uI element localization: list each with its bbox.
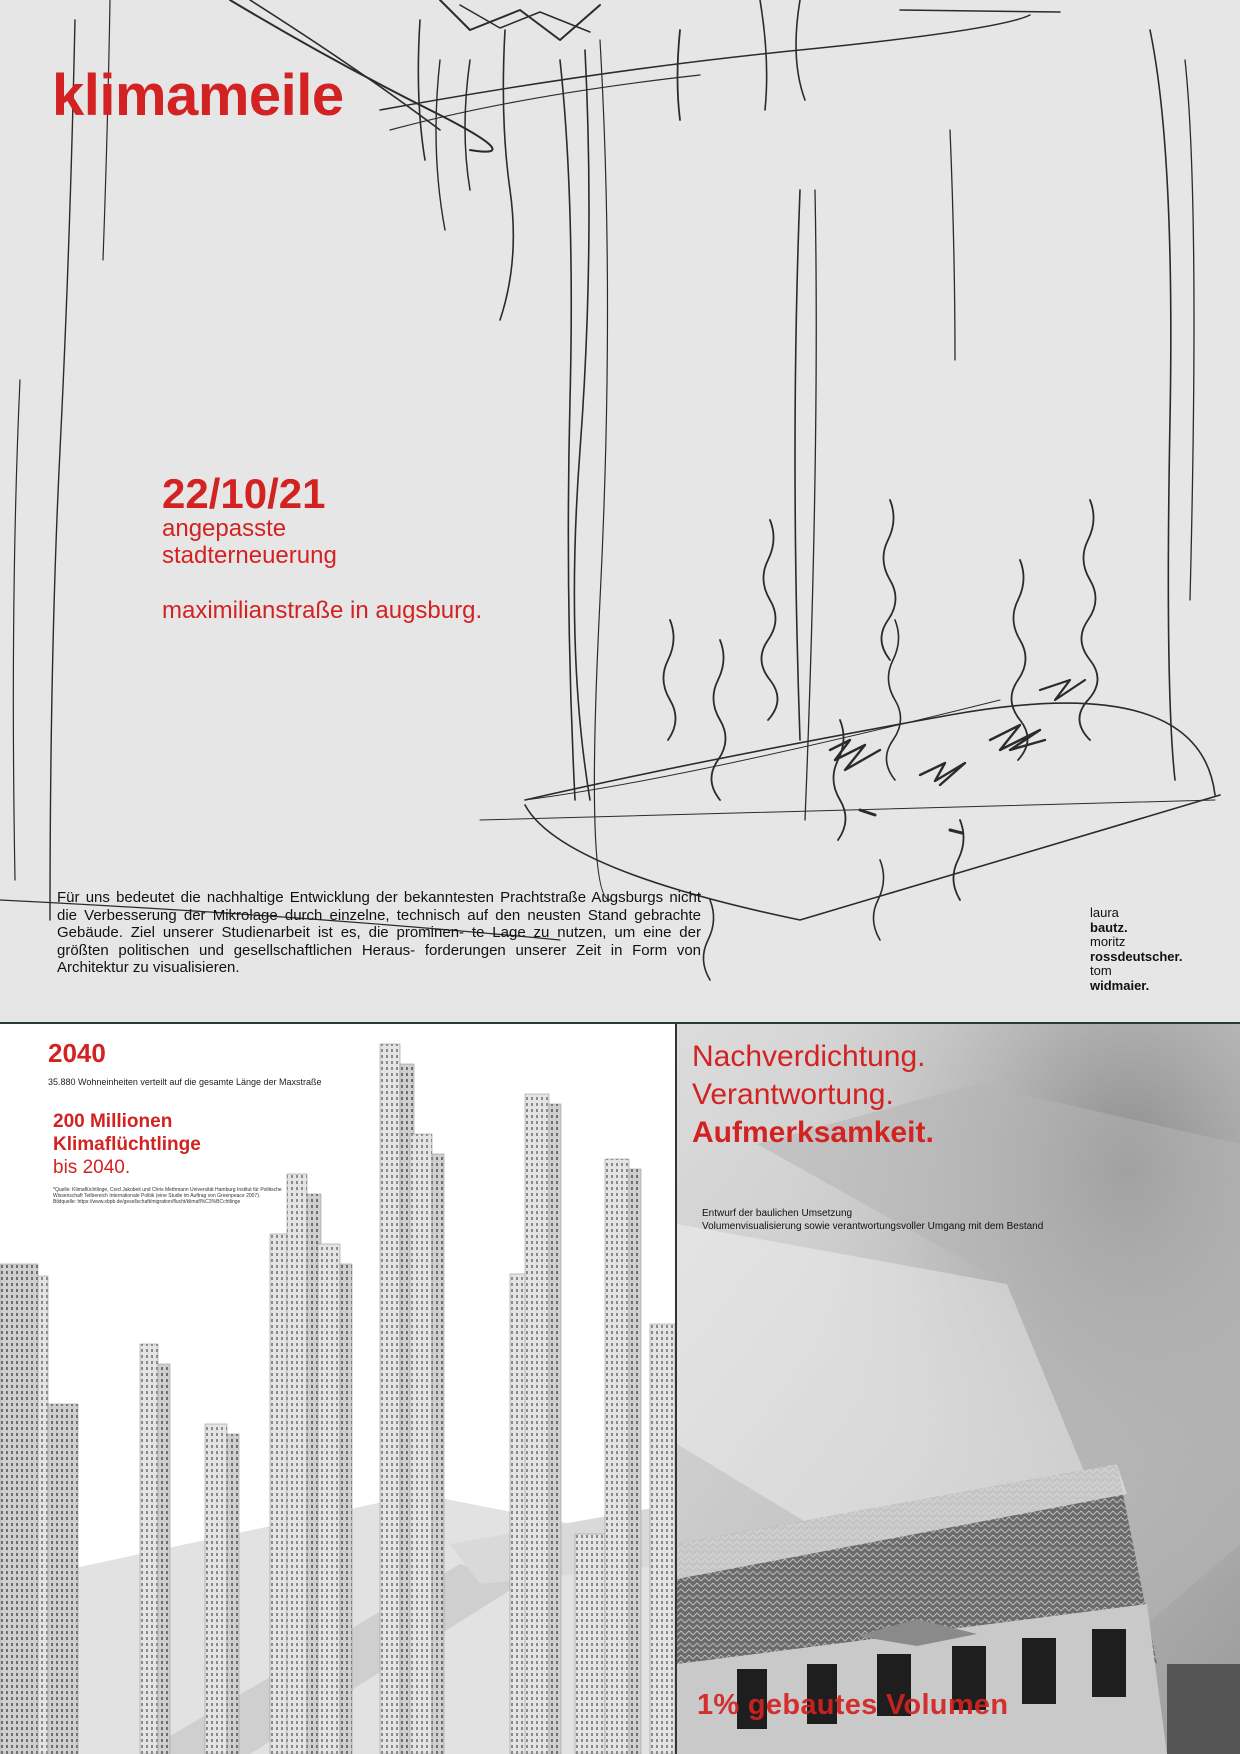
built-volume-label: 1% gebautes Volumen — [697, 1689, 1009, 1721]
subtitle-line2: stadterneuerung — [162, 542, 337, 569]
photo-panel — [677, 1024, 1240, 1754]
headline-block — [692, 1038, 934, 1152]
housing-units-note: 35.880 Wohneinheiten verteilt auf die gesamte Länge der Maxstraße — [48, 1077, 322, 1087]
subtitle-line1: angepasste — [162, 515, 287, 542]
design-caption — [702, 1207, 1043, 1233]
caption-line1: Entwurf der baulichen Umsetzung — [702, 1208, 853, 1219]
author-line: tom — [1090, 963, 1112, 979]
author-line: bautz. — [1090, 919, 1128, 935]
refugees-headline — [53, 1110, 201, 1156]
headline-line2: Verantwortung. — [692, 1078, 894, 1111]
author-line: moritz — [1090, 934, 1126, 950]
location-text: maximilianstraße in augsburg. — [162, 597, 483, 624]
headline-line3: Aufmerksamkeit. — [692, 1116, 934, 1149]
tower-render-panel — [0, 1024, 675, 1754]
refugees-line1: 200 Millionen — [53, 1111, 173, 1132]
event-date: 22/10/21 — [162, 470, 326, 517]
poster-title: klimameile — [52, 63, 344, 128]
author-line: laura — [1090, 905, 1119, 920]
author-line: rossdeutscher. — [1090, 948, 1183, 964]
headline-line1: Nachverdichtung. — [692, 1040, 926, 1073]
refugees-line3: bis 2040. — [53, 1157, 131, 1178]
year-heading: 2040 — [48, 1038, 106, 1068]
refugees-line2: Klimaflüchtlinge — [53, 1134, 201, 1155]
caption-line2: Volumenvisualisierung sowie verantwortungsvoller Umgang mit dem Bestand — [702, 1221, 1044, 1232]
author-list — [1090, 906, 1230, 994]
author-line: widmaier. — [1090, 977, 1150, 993]
intro-paragraph: Für uns bedeutet die nachhaltige Entwicklung der bekanntesten Prachtstraße Augsburgs nicht die Verbesserung der Mikrolage durch einzelne, technisch auf den neusten Stand gebrachte Gebäude. Ziel unserer Studienarbeit ist es, die prominen- te Lage zu nutzen, um eine der größten politischen und gesellschaftlichen Heraus- forderungen unserer Zeit in Form von Architektur zu visualisieren. — [57, 889, 701, 976]
source-footnote: *Quelle: Klimaflüchtlinge, Cord Jakobeit und Chris Methmann Universität Hamburg Institut für Politische Wissenschaft Teilbereich Internationale Politik (eine Studie im Auftrag von Greenpeace 2007). Bildquelle: https://www.sbpb.de/gesellschaft/migration/flucht/klimafl%C3%BCchtlinge — [53, 1187, 282, 1205]
